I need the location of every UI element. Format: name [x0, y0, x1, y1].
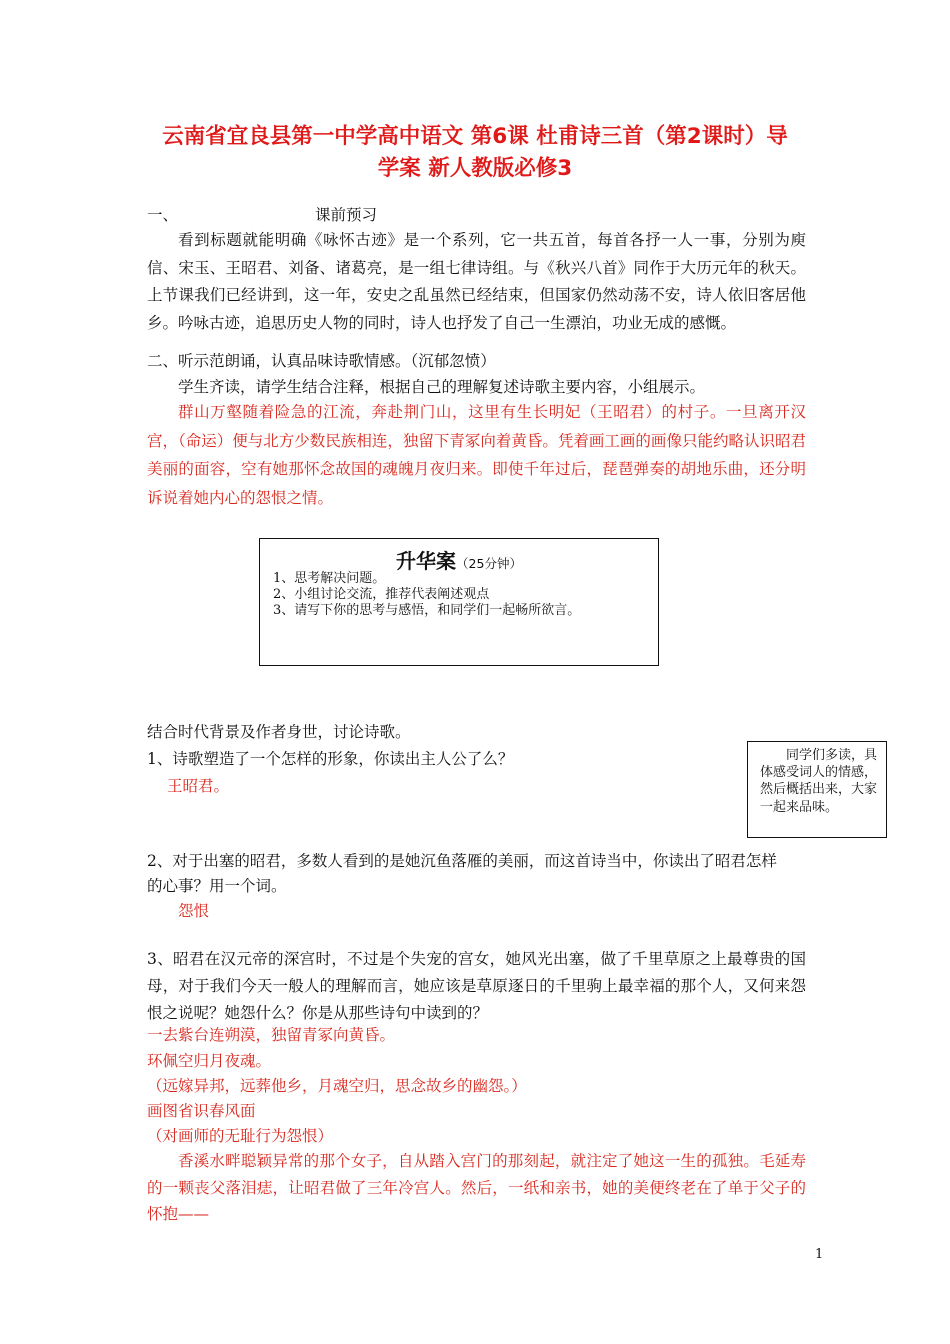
question-3: 3、昭君在汉元帝的深宫时，不过是个失宠的宫女，她风光出塞，做了千里草原之上最尊贵的国母，对于我们今天一般人的理解而言，她应该是草原逐日的千里驹上最幸福的那个人，又何来怨恨之说呢？她怨什么？你是从那些诗句中读到的？: [147, 950, 806, 1022]
page-number: 1: [815, 1247, 824, 1262]
shenghua-time: （25分钟）: [456, 556, 522, 571]
question-1: 1、诗歌塑造了一个怎样的形象，你读出主人公了么？: [147, 750, 514, 768]
shenghua-title: [260, 545, 658, 574]
section1-body: 看到标题就能明确《咏怀古迹》是一个系列，它一共五首，每首各抒一人一事，分别为庾信、宋玉、王昭君、刘备、诸葛亮，是一组七律诗组。与《秋兴八首》同作于大历元年的秋天。上节课我们已经讲到，这一年，安史之乱虽然已经结束，但国家仍然动荡不安，诗人依旧客居他乡。吟咏古迹，追思历史人物的同时，诗人也抒发了自己一生漂泊，功业无成的感慨。: [147, 231, 806, 332]
answer-3-line-3: （远嫁异邦，远葬他乡，月魂空归，思念故乡的幽怨。）: [147, 1077, 527, 1095]
answer-3-line-2: 环佩空归月夜魂。: [147, 1052, 272, 1070]
section2-heading: 二、听示范朗诵，认真品味诗歌情感。（沉郁忽愤）: [147, 352, 496, 370]
discussion-intro: 结合时代背景及作者身世，讨论诗歌。: [147, 723, 411, 741]
side-note-text: 同学们多读，具体感受词人的情感，然后概括出来，大家一起来品味。: [760, 748, 878, 815]
title-line-2: 学案 新人教版必修3: [377, 156, 573, 181]
answer-3-line-4: 画图省识春风面: [147, 1102, 256, 1120]
closing-paragraph: 香溪水畔聪颖异常的那个女子，自从踏入宫门的那刻起，就注定了她这一生的孤独。毛延寿的一颗丧父落泪痣，让昭君做了三年冷宫人。然后，一纸和亲书，她的美便终老在了单于父子的怀抱——: [147, 1152, 806, 1223]
answer-2: 怨恨: [178, 902, 210, 920]
section1-number: 一、: [147, 206, 179, 224]
shenghua-box: [259, 538, 659, 666]
document-title: [130, 121, 820, 185]
answer-1: 王昭君。: [167, 777, 230, 795]
section1-heading: 课前预习: [315, 206, 378, 224]
shenghua-item-1: 1、思考解决问题。: [273, 571, 386, 586]
side-note-box: [747, 741, 887, 838]
answer-3-line-5: （对画师的无耻行为怨恨）: [147, 1127, 334, 1145]
question-2-line-2: 的心事？用一个词。: [147, 877, 287, 895]
shenghua-item-2: 2、小组讨论交流，推荐代表阐述观点: [273, 587, 490, 602]
shenghua-item-3: 3、请写下你的思考与感悟，和同学们一起畅所欲言。: [273, 603, 581, 618]
section2-instruction: 学生齐读，请学生结合注释，根据自己的理解复述诗歌主要内容，小组展示。: [178, 378, 706, 396]
question-2-line-1: 2、对于出塞的昭君，多数人看到的是她沉鱼落雁的美丽，而这首诗当中，你读出了昭君怎样: [147, 852, 777, 870]
section2-answer: 群山万壑随着险急的江流，奔赴荆门山，这里有生长明妃（王昭君）的村子。一旦离开汉宫，（命运）便与北方少数民族相连，独留下青冢向着黄昏。凭着画工画的画像只能约略认识昭君美丽的面容，空有她那怀念故国的魂魄月夜归来。即使千年过后，琵琶弹奏的胡地乐曲，还分明诉说着她内心的怨恨之情。: [147, 403, 806, 507]
shenghua-title-text: 升华案: [396, 549, 457, 573]
answer-3-line-1: 一去紫台连朔漠，独留青冢向黄昏。: [147, 1026, 396, 1044]
title-line-1: 云南省宜良县第一中学高中语文 第6课 杜甫诗三首（第2课时）导: [162, 124, 788, 149]
